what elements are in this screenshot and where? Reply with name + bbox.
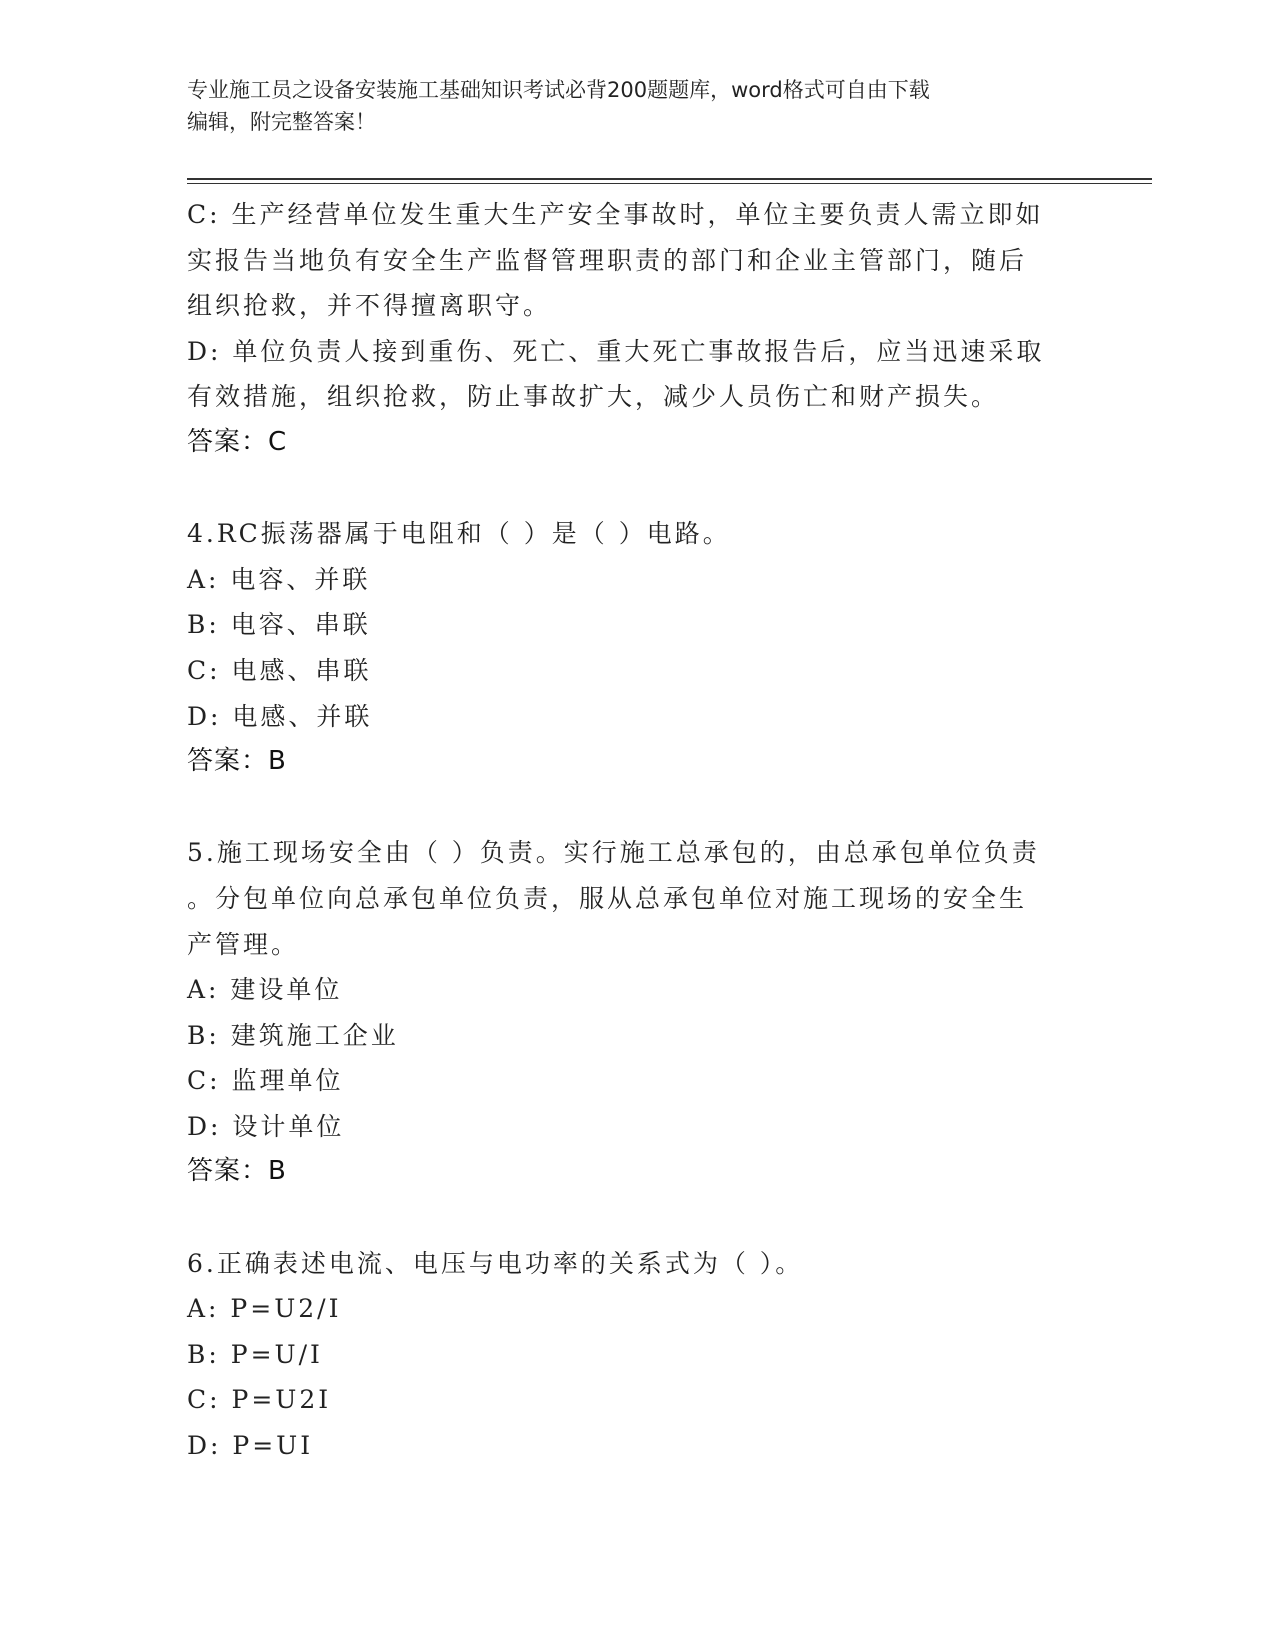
spacer [187,1195,1087,1241]
q4-option-c: C: 电感、串联 [187,655,372,685]
q3-option-d-line: D: 单位负责人接到重伤、死亡、重大死亡事故报告后，应当迅速采取 [187,336,1045,366]
header-line-1: 专业施工员之设备安装施工基础知识考试必背200题题库，word格式可自由下载 [187,78,930,102]
q6-question: 6.正确表述电流、电压与电功率的关系式为（ ）。 [187,1248,804,1278]
q4-question: 4.RC振荡器属于电阻和（ ）是（ ）电路。 [187,519,731,549]
q5-answer: 答案：B [187,1156,287,1187]
header-line-2: 编辑，附完整答案！ [187,110,376,134]
q5-option-b: B: 建筑施工企业 [187,1020,399,1050]
q5-question [187,830,1087,967]
q5-question-line: 5.施工现场安全由（ ）负责。实行施工总承包的，由总承包单位负责 [187,838,1040,868]
q6-option-d: D: P=UI [187,1431,314,1461]
q3-option-c-line: 实报告当地负有安全生产监督管理职责的部门和企业主管部门，随后 [187,245,1028,275]
q5-option-a: A: 建设单位 [187,975,343,1005]
document-header [187,74,1067,138]
q3-option-c-line: C: 生产经营单位发生重大生产安全事故时，单位主要负责人需立即如 [187,200,1044,229]
q5-option-d: D: 设计单位 [187,1111,345,1141]
q3-option-d [187,329,1087,420]
q5-question-line: 。分包单位向总承包单位负责，服从总承包单位对施工现场的安全生 [187,883,1028,913]
header-divider-thin [187,183,1152,184]
spacer [187,785,1087,831]
q4-option-b: B: 电容、串联 [187,610,371,640]
q3-option-c-line: 组织抢救，并不得擅离职守。 [187,291,552,321]
q6-option-a: A: P=U2/I [187,1294,342,1324]
q5-option-c: C: 监理单位 [187,1066,344,1096]
q4-answer: 答案：B [187,746,287,777]
question-content [187,192,1087,1469]
spacer [187,466,1087,512]
q4-option-a: A: 电容、并联 [187,564,371,594]
q6-option-c: C: P=U2I [187,1385,332,1415]
q3-answer: 答案：C [187,426,288,457]
q5-question-line: 产管理。 [187,929,300,959]
q3-option-c [187,192,1087,329]
header-divider-thick [187,178,1152,180]
q4-option-d: D: 电感、并联 [187,701,373,731]
q6-option-b: B: P=U/I [187,1339,323,1369]
q3-option-d-line: 有效措施，组织抢救，防止事故扩大，减少人员伤亡和财产损失。 [187,382,1000,412]
